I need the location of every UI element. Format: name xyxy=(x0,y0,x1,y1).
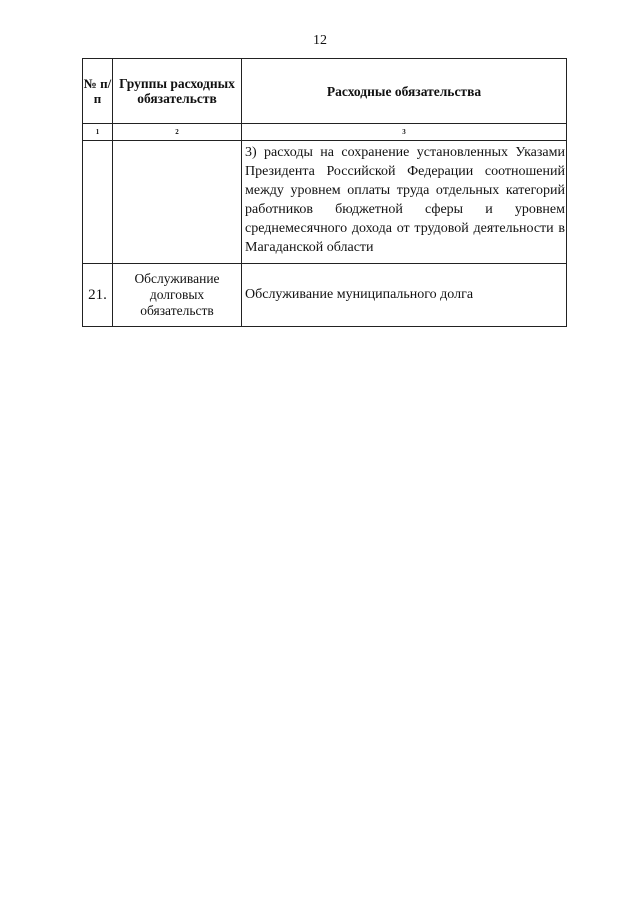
column-number: 3 xyxy=(242,124,567,141)
table-row xyxy=(83,141,567,264)
column-number-row xyxy=(83,124,567,141)
row-obligation: Обслуживание муниципального долга xyxy=(242,264,567,327)
column-number: 1 xyxy=(83,124,113,141)
row-number xyxy=(83,141,113,264)
row-group xyxy=(113,141,242,264)
row-obligation: 3) расходы на сохранение установленных Указами Президента Российской Федерации соотношений между уровнем оплаты труда отдельных категорий работников бюджетной сферы и уровнем среднемесячного дохода от трудовой деятельности в Магаданской области xyxy=(242,141,567,264)
header-number: № п/п xyxy=(83,59,113,124)
table-header-row xyxy=(83,59,567,124)
header-obligations: Расходные обязательства xyxy=(242,59,567,124)
row-number: 21. xyxy=(83,264,113,327)
header-groups: Группы расходных обязательств xyxy=(113,59,242,124)
page-number: 12 xyxy=(313,33,327,48)
table-row xyxy=(83,264,567,327)
row-group: Обслуживание долговых обязательств xyxy=(113,264,242,327)
column-number: 2 xyxy=(113,124,242,141)
expense-obligations-table xyxy=(82,58,567,327)
